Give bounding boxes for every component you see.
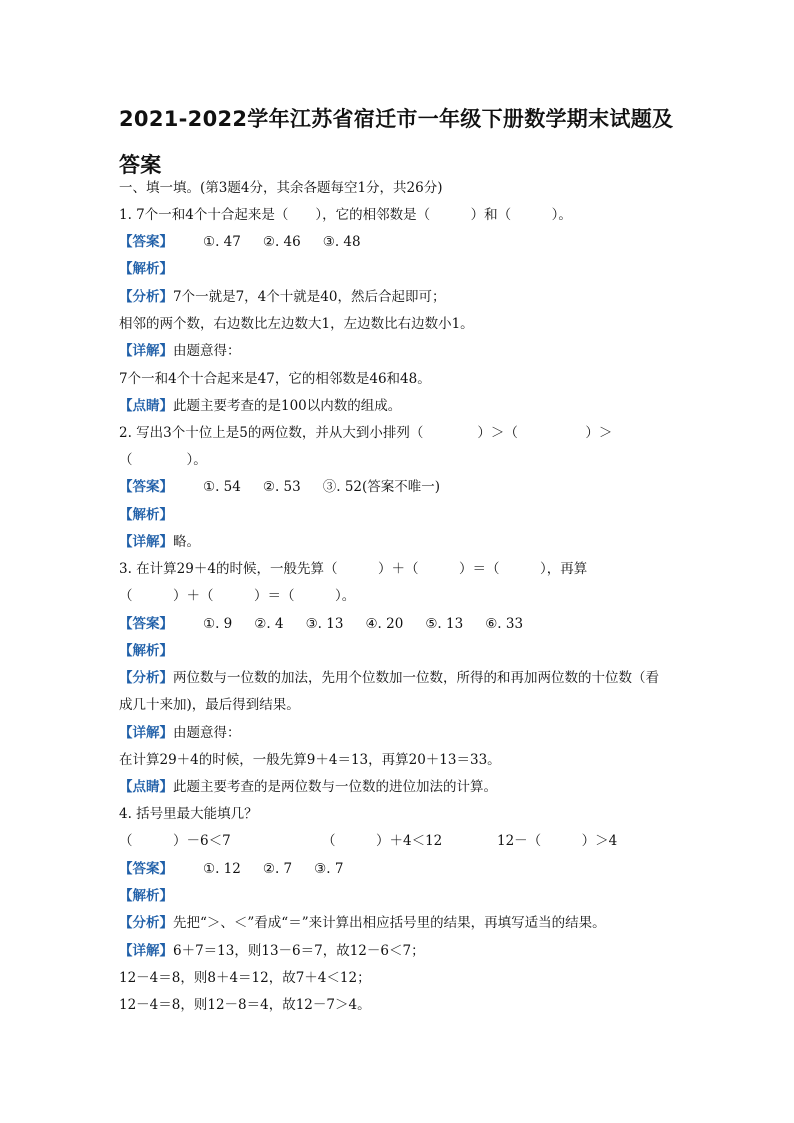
answer-item: ①. 12 [203, 861, 241, 877]
blank-item: 12－（ ）＞4 [497, 833, 618, 849]
answer-line [119, 477, 440, 497]
detail-tag: 【详解】 [119, 725, 173, 741]
analysis-tag: 【解析】 [119, 261, 173, 277]
answer-tag: 【答案】 [119, 234, 173, 250]
comment-tag: 【点睛】 [119, 398, 173, 414]
detail-tag: 【详解】 [119, 943, 173, 959]
analysis-tag: 【解析】 [119, 888, 173, 904]
section-heading: 一、填一填。(第3题4分，其余各题每空1分，共26分) [119, 180, 443, 196]
answer-tag: 【答案】 [119, 861, 173, 877]
page-title: 2021-2022学年江苏省宿迁市一年级下册数学期末试题及答案 [119, 107, 674, 177]
question-3: 3. 在计算29＋4的时候，一般先算（ ）＋（ ）＝（ ），再算 [119, 561, 588, 577]
detail-tag: 【详解】 [119, 534, 173, 550]
analysis-text: 成几十来加)，最后得到结果。 [119, 697, 300, 713]
comment-line: 【点睛】此题主要考查的是两位数与一位数的进位加法的计算。 [119, 779, 497, 795]
analysis-tag: 【解析】 [119, 643, 173, 659]
answer-tag: 【答案】 [119, 479, 173, 495]
detail-line: 【详解】由题意得： [119, 725, 241, 741]
answer-item: ②. 46 [262, 234, 301, 250]
analysis-line: 【分析】先把“＞、＜”看成“＝”来计算出相应括号里的结果，再填写适当的结果。 [119, 915, 606, 931]
question-4-blanks [119, 831, 617, 851]
answer-item: ①. 54 [203, 479, 241, 495]
detail-line: 【详解】6＋7＝13，则13－6＝7，故12－6＜7； [119, 943, 425, 959]
comment-tag: 【点睛】 [119, 779, 173, 795]
answer-item: ②. 53 [262, 479, 301, 495]
detail-line: 【详解】由题意得： [119, 343, 241, 359]
analysis-line: 【分析】7个一就是7，4个十就是40，然后合起即可； [119, 289, 446, 305]
detail-text: 在计算29＋4的时候，一般先算9＋4＝13，再算20＋13＝33。 [119, 752, 501, 768]
fenxi-tag: 【分析】 [119, 670, 173, 686]
question-2: 2. 写出3个十位上是5的两位数，并从大到小排列（ ）＞（ ）＞ [119, 425, 613, 441]
answer-tag: 【答案】 [119, 616, 173, 632]
answer-item: ①. 47 [203, 234, 241, 250]
question-1: 1. 7个一和4个十合起来是（ ），它的相邻数是（ ）和（ ）。 [119, 207, 572, 223]
question-3-cont: （ ）＋（ ）＝（ ）。 [119, 588, 356, 604]
detail-text: 7个一和4个十合起来是47，它的相邻数是46和48。 [119, 371, 431, 387]
analysis-text: 相邻的两个数，右边数比左边数大1，左边数比右边数小1。 [119, 316, 474, 332]
answer-item: ②. 7 [262, 861, 293, 877]
answer-item: ⑤. 13 [425, 616, 464, 632]
detail-tag: 【详解】 [119, 343, 173, 359]
answer-line [119, 232, 361, 252]
fenxi-tag: 【分析】 [119, 289, 173, 305]
detail-text: 12－4＝8，则12－8＝4，故12－7＞4。 [119, 997, 371, 1013]
fenxi-tag: 【分析】 [119, 915, 173, 931]
analysis-line: 【分析】两位数与一位数的加法，先用个位数加一位数，所得的和再加两位数的十位数（看 [119, 670, 659, 686]
answer-item: ②. 4 [254, 616, 284, 632]
detail-line: 【详解】略。 [119, 534, 200, 550]
blank-item: （ ）－6＜7 [119, 833, 231, 849]
blank-item: （ ）＋4＜12 [322, 833, 443, 849]
answer-item: ③. 48 [322, 234, 361, 250]
answer-line [119, 614, 523, 634]
answer-item: ③. 13 [305, 616, 344, 632]
answer-item: ⑥. 33 [485, 616, 524, 632]
answer-item: ③. 7 [314, 861, 344, 877]
comment-line: 【点睛】此题主要考查的是100以内数的组成。 [119, 398, 402, 414]
analysis-tag: 【解析】 [119, 507, 173, 523]
question-4: 4. 括号里最大能填几？ [119, 806, 258, 822]
question-2-cont: （ ）。 [119, 452, 207, 468]
answer-item: ④. 20 [365, 616, 404, 632]
detail-text: 12－4＝8，则8＋4＝12，故7＋4＜12； [119, 970, 371, 986]
answer-line [119, 859, 343, 879]
answer-item: ①. 9 [203, 616, 233, 632]
answer-item: ③. 52(答案不唯一) [322, 479, 441, 495]
